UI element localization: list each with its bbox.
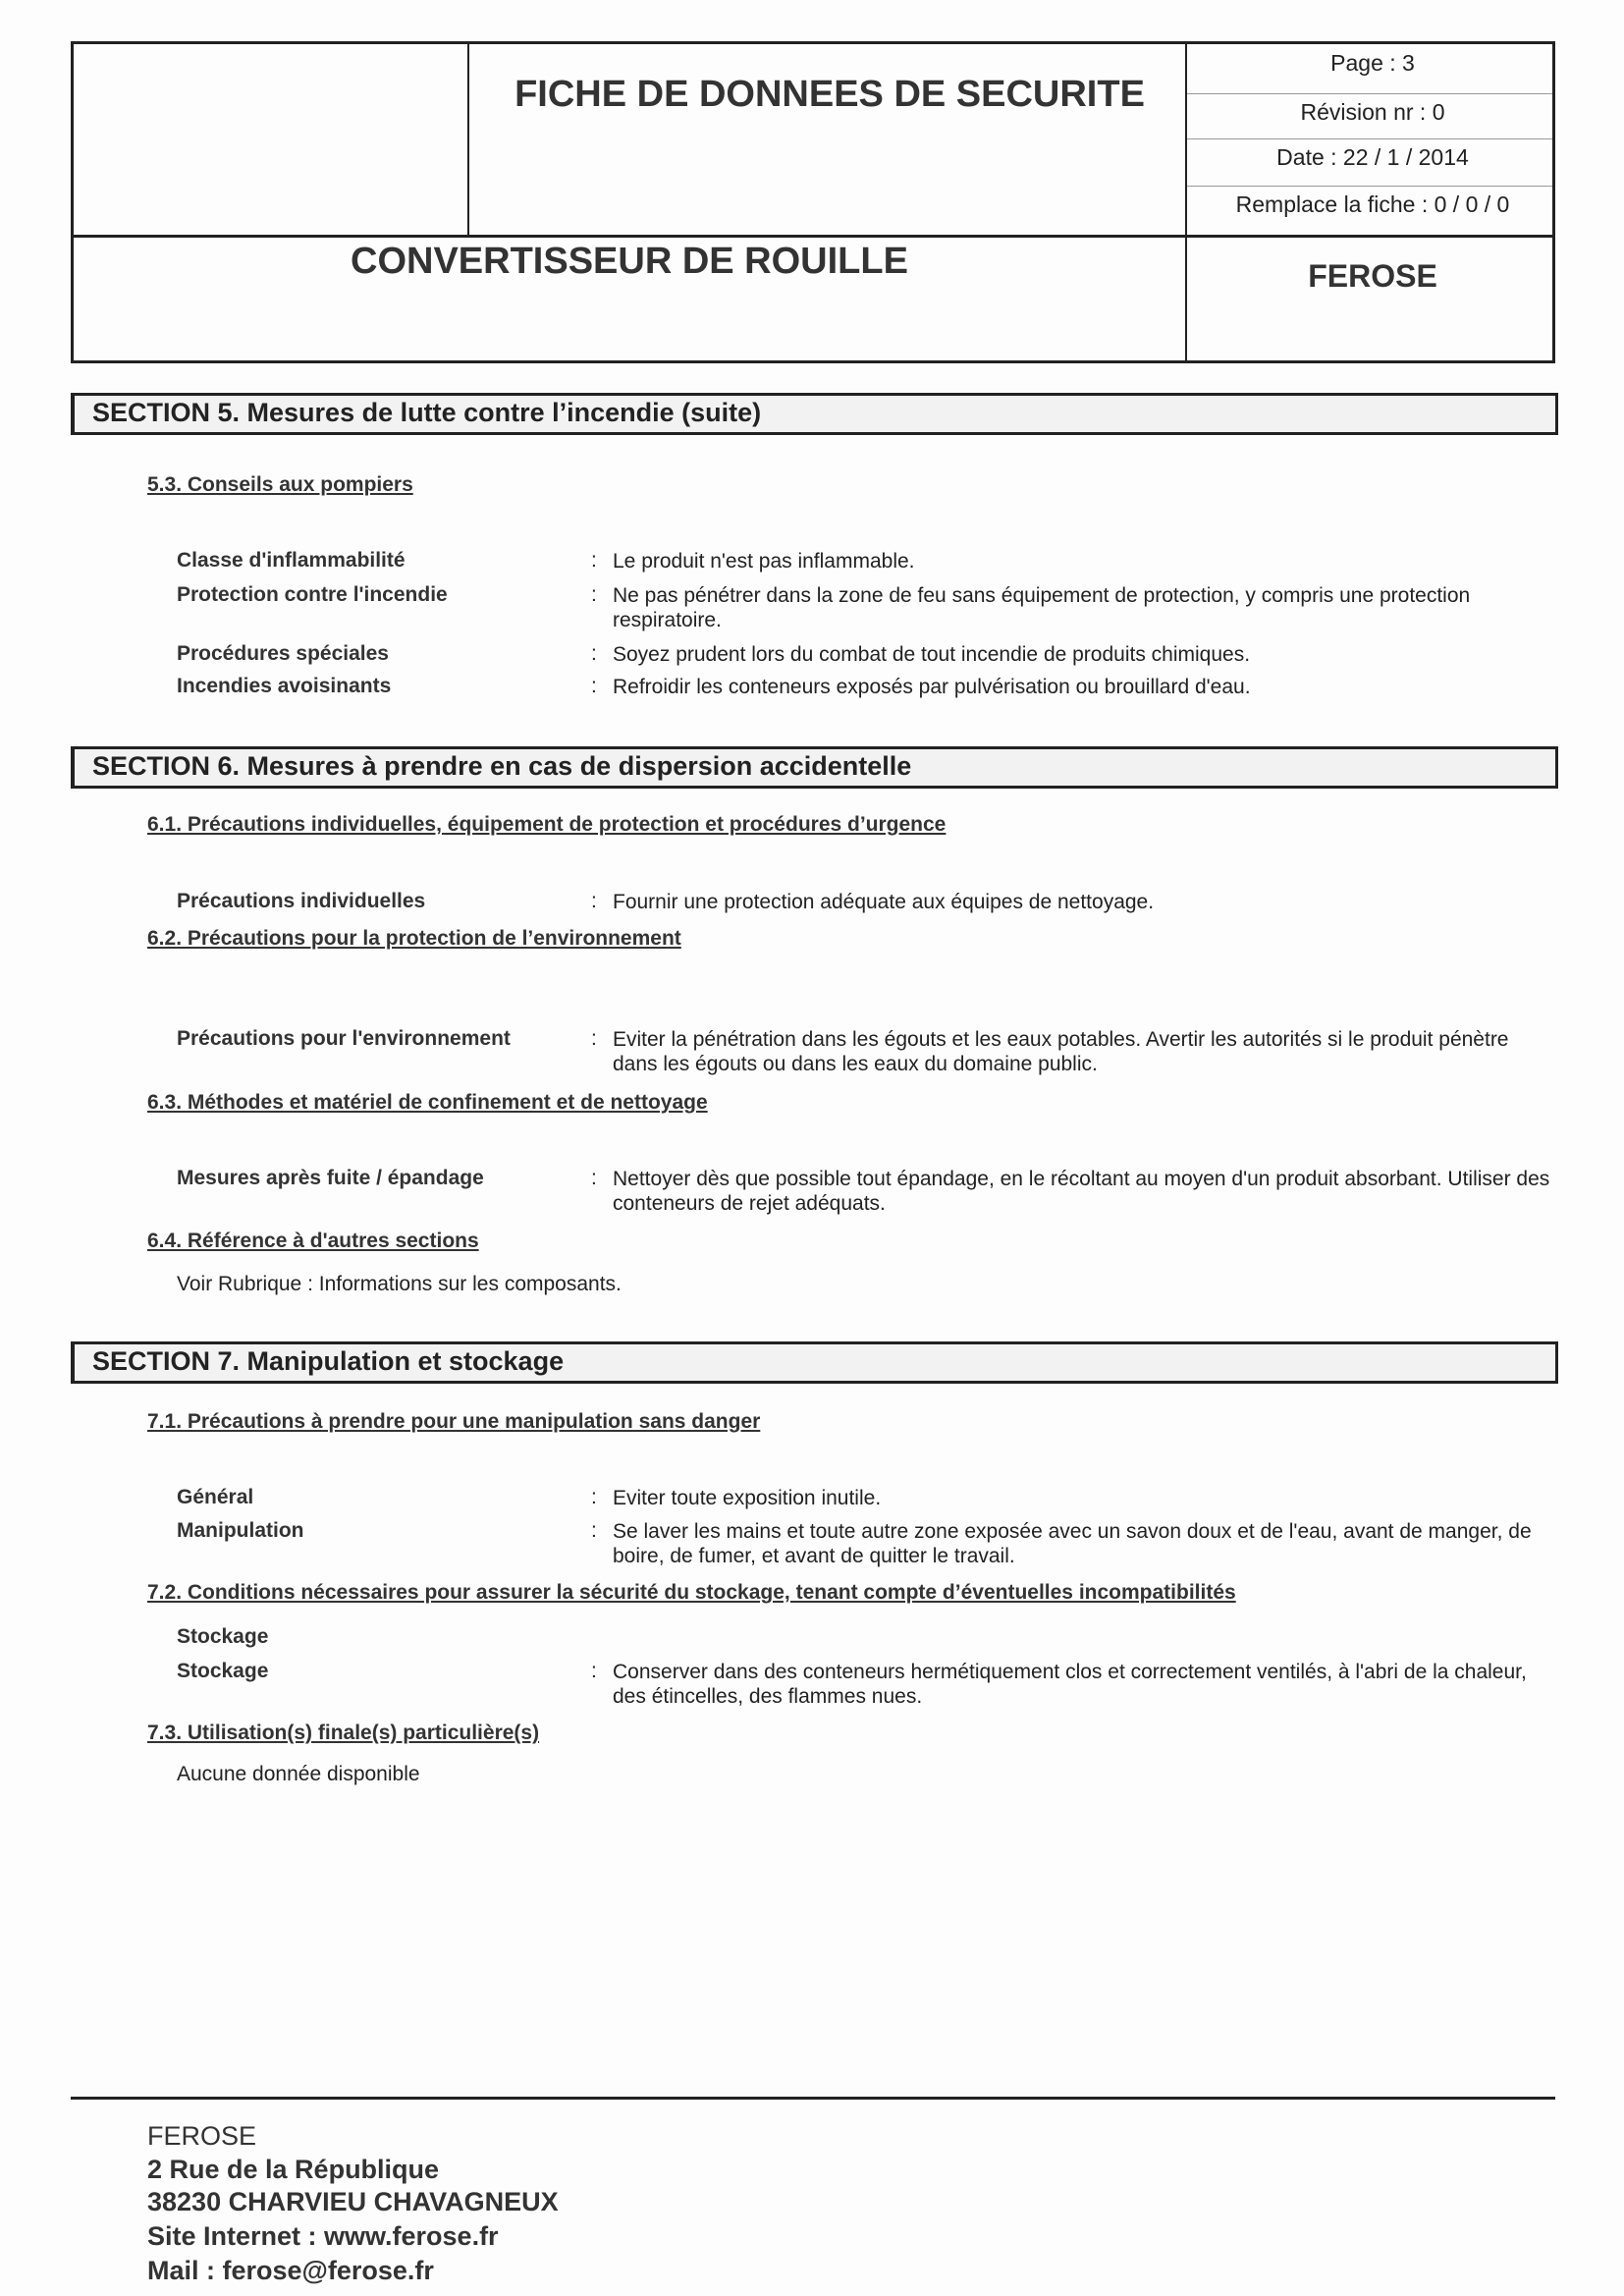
footer-street: 2 Rue de la République xyxy=(147,2155,440,2184)
divider xyxy=(74,235,1552,238)
field-label: Protection contre l'incendie xyxy=(177,583,448,606)
field-value: Se laver les mains et toute autre zone exposée avec un savon doux et de l'eau, avant de manger, de boire, de fumer, et avant de quitter le travail. xyxy=(613,1520,1532,1567)
field-value: Conserver dans des conteneurs hermétiquement clos et correctement ventilés, à l'abri de la chaleur, des étincelles, des flammes nues. xyxy=(613,1661,1527,1708)
field-label: Classe d'inflammabilité xyxy=(177,549,406,572)
subsection-6-3: 6.3. Méthodes et matériel de confinement et de nettoyage xyxy=(147,1091,708,1114)
footer-email[interactable]: Mail : ferose@ferose.fr xyxy=(147,2256,434,2285)
field-label: Précautions individuelles xyxy=(177,890,426,912)
subsection-6-2: 6.2. Précautions pour la protection de l’environnement xyxy=(147,927,681,950)
colon: : xyxy=(591,1027,597,1050)
divider xyxy=(467,44,469,235)
field-value: Eviter la pénétration dans les égouts et les eaux potables. Avertir les autorités si le produit pénètre dans les égouts ou dans les eaux du domaine public. xyxy=(613,1028,1509,1075)
no-data-text: Aucune donnée disponible xyxy=(177,1763,420,1785)
footer-website[interactable]: Site Internet : www.ferose.fr xyxy=(147,2221,499,2251)
colon: : xyxy=(591,549,597,572)
field-value: Refroidir les conteneurs exposés par pulvérisation ou brouillard d'eau. xyxy=(613,676,1251,698)
subsection-5-3: 5.3. Conseils aux pompiers xyxy=(147,473,413,496)
product-name: CONVERTISSEUR DE ROUILLE xyxy=(351,241,908,282)
subsection-7-1: 7.1. Précautions à prendre pour une manipulation sans danger xyxy=(147,1410,761,1433)
revision-date: Date : 22 / 1 / 2014 xyxy=(1276,144,1469,170)
field-label: Incendies avoisinants xyxy=(177,675,392,697)
footer-city: 38230 CHARVIEU CHAVAGNEUX xyxy=(147,2187,559,2216)
section-6-heading: SECTION 6. Mesures à prendre en cas de dispersion accidentelle xyxy=(71,746,1558,789)
colon: : xyxy=(591,890,597,912)
document-title: FICHE DE DONNEES DE SECURITE xyxy=(514,74,1145,115)
field-label: Manipulation xyxy=(177,1519,304,1542)
colon: : xyxy=(591,1519,597,1542)
field-label: Stockage xyxy=(177,1660,269,1682)
replaces-sheet: Remplace la fiche : 0 / 0 / 0 xyxy=(1235,191,1510,217)
field-value: Eviter toute exposition inutile. xyxy=(613,1487,882,1509)
document-header xyxy=(71,41,1555,363)
divider xyxy=(1187,93,1552,94)
field-label: Général xyxy=(177,1486,254,1508)
colon: : xyxy=(591,675,597,697)
field-value: Nettoyer dès que possible tout épandage, en le récoltant au moyen d'un produit absorbant. Utiliser des conteneurs de rejet adéquats. xyxy=(613,1168,1550,1215)
footer-divider xyxy=(71,2097,1555,2100)
field-label: Précautions pour l'environnement xyxy=(177,1027,511,1050)
divider xyxy=(1187,138,1552,139)
reference-text: Voir Rubrique : Informations sur les composants. xyxy=(177,1273,622,1295)
field-label: Procédures spéciales xyxy=(177,642,389,665)
field-label: Mesures après fuite / épandage xyxy=(177,1167,484,1189)
section-5-heading: SECTION 5. Mesures de lutte contre l’incendie (suite) xyxy=(71,393,1558,435)
page-number: Page : 3 xyxy=(1330,50,1415,76)
colon: : xyxy=(591,1486,597,1508)
field-value: Ne pas pénétrer dans la zone de feu sans équipement de protection, y compris une protection respiratoire. xyxy=(613,584,1471,631)
section-7-heading: SECTION 7. Manipulation et stockage xyxy=(71,1341,1558,1384)
field-value: Fournir une protection adéquate aux équipes de nettoyage. xyxy=(613,891,1155,913)
field-value: Soyez prudent lors du combat de tout incendie de produits chimiques. xyxy=(613,643,1251,666)
divider xyxy=(1187,186,1552,187)
company-name: FEROSE xyxy=(1308,258,1437,294)
subsection-7-3: 7.3. Utilisation(s) finale(s) particulière(s) xyxy=(147,1722,540,1744)
colon: : xyxy=(591,583,597,606)
colon: : xyxy=(591,1167,597,1189)
footer-company: FEROSE xyxy=(147,2121,257,2151)
revision-number: Révision nr : 0 xyxy=(1300,99,1445,125)
colon: : xyxy=(591,642,597,665)
field-value: Le produit n'est pas inflammable. xyxy=(613,550,915,573)
storage-heading: Stockage xyxy=(177,1625,269,1648)
subsection-7-2: 7.2. Conditions nécessaires pour assurer la sécurité du stockage, tenant compte d’éventuelles incompatibilités xyxy=(147,1581,1236,1604)
colon: : xyxy=(591,1660,597,1682)
subsection-6-1: 6.1. Précautions individuelles, équipement de protection et procédures d’urgence xyxy=(147,813,947,836)
subsection-6-4: 6.4. Référence à d'autres sections xyxy=(147,1230,479,1252)
